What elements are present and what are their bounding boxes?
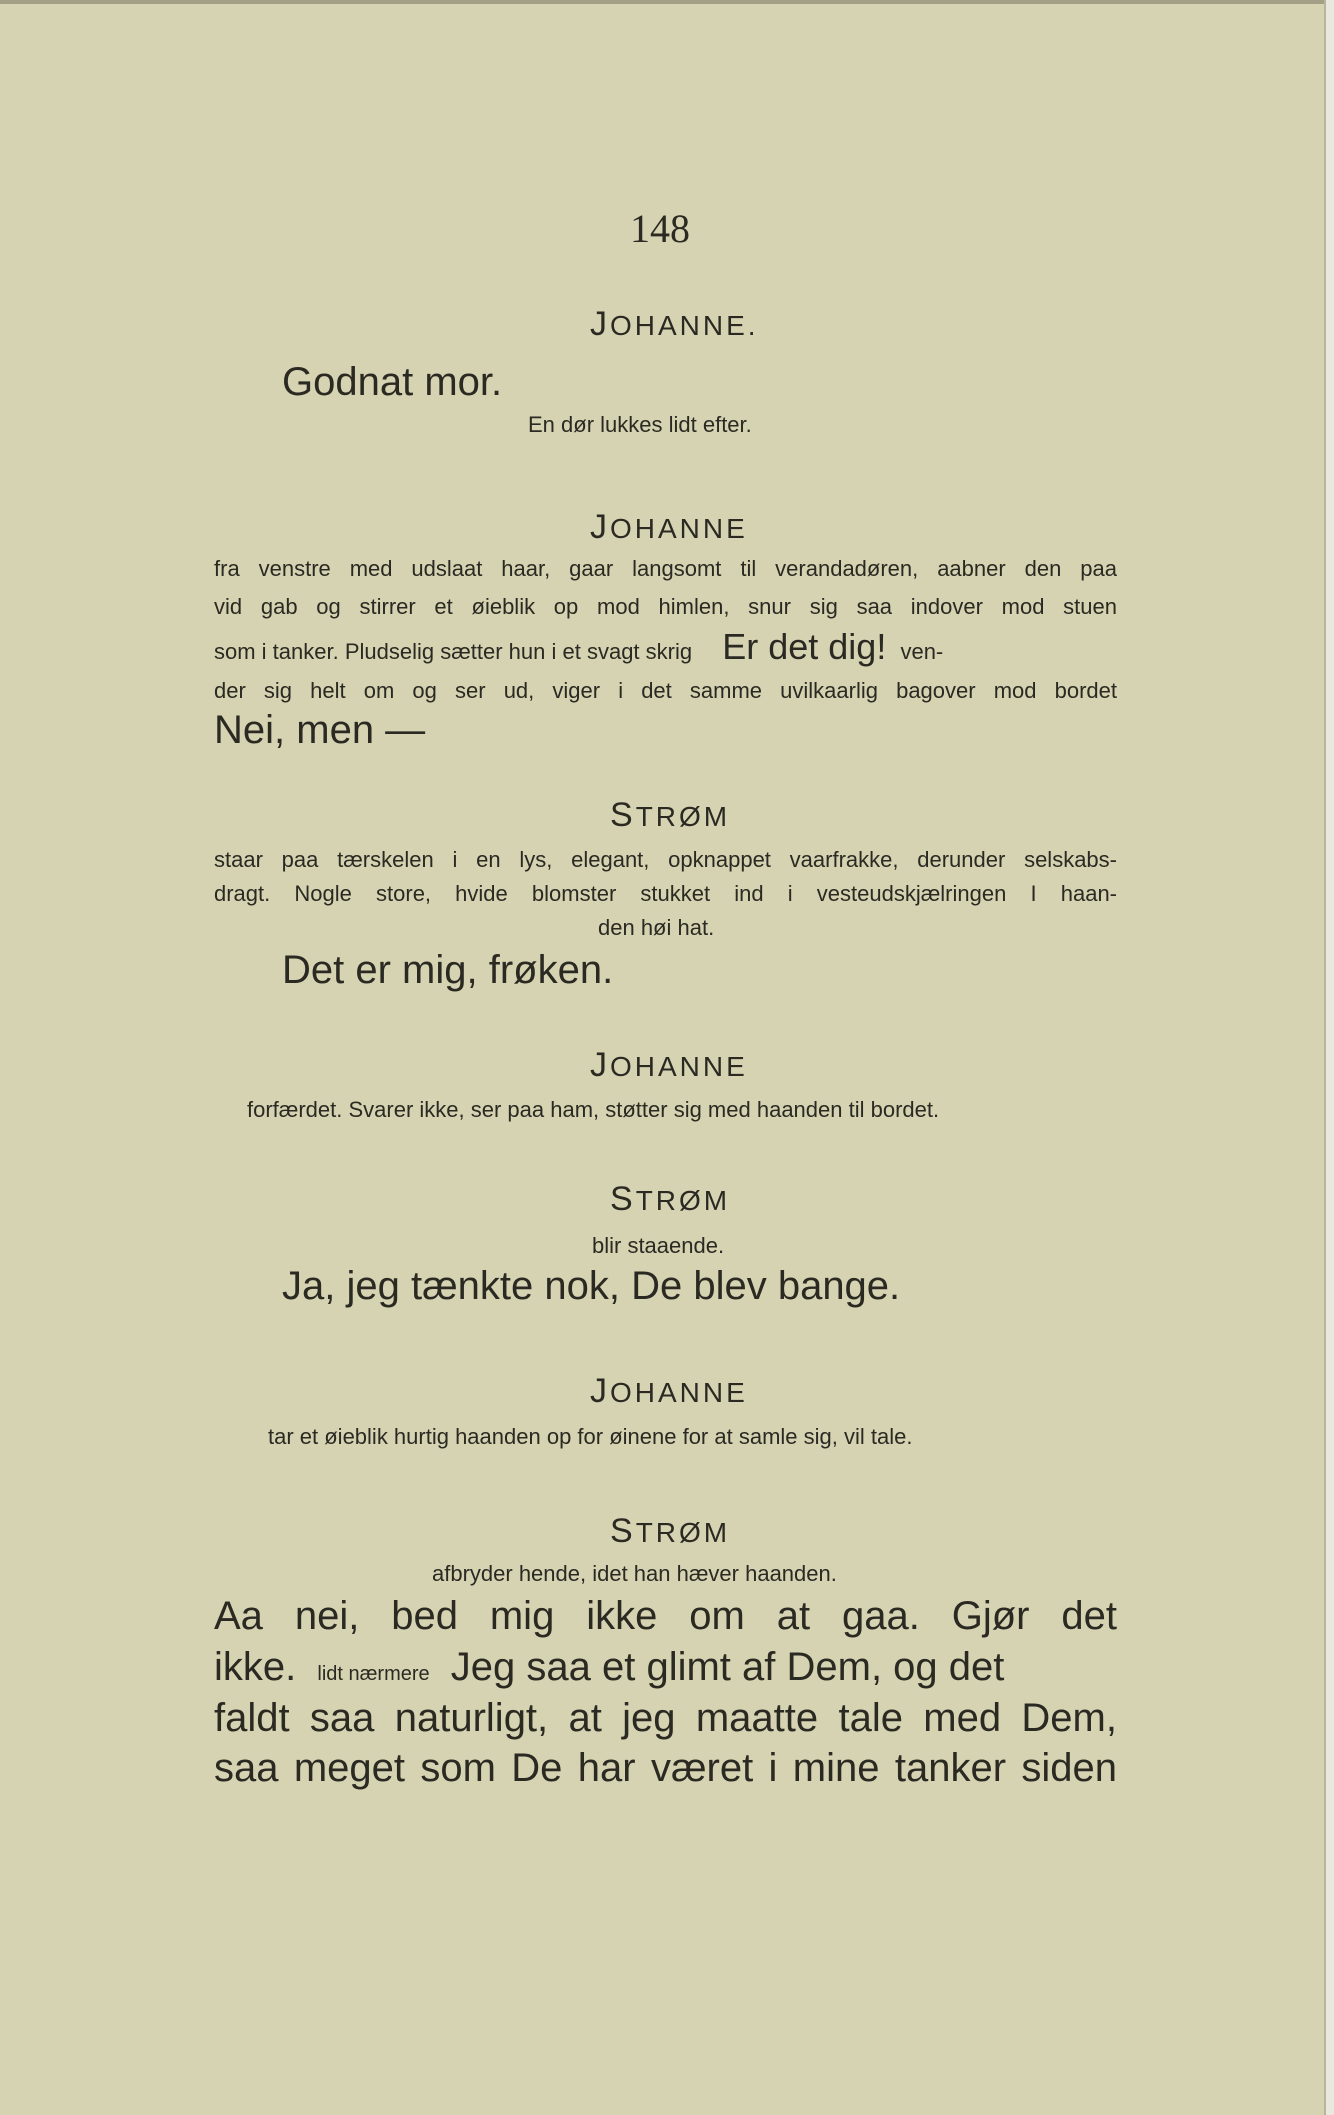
speech-line: faldt saa naturligt, at jeg maatte tale med Dem, xyxy=(214,1696,1117,1740)
speech-line: Nei, men — xyxy=(214,708,426,752)
stage-direction-line: vid gab og stirrer et øieblik op mod himlen, snur sig saa indover mod stuen xyxy=(214,594,1117,619)
speech-line: Det er mig, frøken. xyxy=(282,948,614,992)
speaker-initial: S xyxy=(610,1180,636,1218)
stage-direction-line: dragt. Nogle store, hvide blomster stukket ind i vesteudskjælringen I haan- xyxy=(214,881,1117,906)
speaker-name-johanne xyxy=(590,305,759,344)
speaker-name-johanne xyxy=(590,1046,748,1085)
inline-stage-direction: lidt nærmere xyxy=(317,1663,430,1685)
speaker-name-johanne xyxy=(590,508,748,547)
speech-fragment: Jeg saa et glimt af Dem, og det xyxy=(450,1645,1005,1689)
speaker-rest: OHANNE xyxy=(610,513,748,544)
stage-direction: blir staaende. xyxy=(592,1233,725,1258)
page-number: 148 xyxy=(630,206,690,251)
speaker-initial: J xyxy=(590,305,610,343)
stage-direction-fragment: ven- xyxy=(900,639,944,664)
speaker-rest: OHANNE xyxy=(610,1051,748,1082)
speaker-initial: J xyxy=(590,1372,610,1410)
inline-speech: Er det dig! xyxy=(722,626,887,667)
stage-direction-line: fra venstre med udslaat haar, gaar langsomt til verandadøren, aabner den paa xyxy=(214,556,1117,581)
speaker-rest: OHANNE. xyxy=(610,310,759,341)
stage-direction-line: den høi hat. xyxy=(598,915,715,940)
speaker-rest: TRØM xyxy=(635,1517,731,1548)
page-top-edge xyxy=(0,0,1334,4)
speech-fragment: ikke. xyxy=(214,1645,297,1689)
speech-line: Aa nei, bed mig ikke om at gaa. Gjør det xyxy=(214,1594,1117,1638)
speaker-name-strom xyxy=(610,796,730,835)
stage-direction-line: der sig helt om og ser ud, viger i det samme uvilkaarlig bagover mod bordet xyxy=(214,678,1117,703)
speaker-rest: TRØM xyxy=(635,1185,731,1216)
speaker-name-strom xyxy=(610,1512,730,1551)
speech-line: Ja, jeg tænkte nok, De blev bange. xyxy=(282,1264,901,1308)
speaker-rest: OHANNE xyxy=(610,1377,748,1408)
page-right-edge xyxy=(1324,0,1334,2115)
stage-direction: tar et øieblik hurtig haanden op for øinene for at samle sig, vil tale. xyxy=(268,1424,913,1449)
speaker-initial: S xyxy=(610,1512,636,1550)
speaker-initial: S xyxy=(610,796,636,834)
speech-line: Godnat mor. xyxy=(282,360,503,404)
speaker-initial: J xyxy=(590,1046,610,1084)
speaker-initial: J xyxy=(590,508,610,546)
stage-direction-line: staar paa tærskelen i en lys, elegant, opknappet vaarfrakke, derunder selskabs- xyxy=(214,847,1117,872)
speaker-name-strom xyxy=(610,1180,730,1219)
speech-line: saa meget som De har været i mine tanker siden xyxy=(214,1746,1117,1790)
stage-direction: En dør lukkes lidt efter. xyxy=(528,412,752,437)
stage-direction: forfærdet. Svarer ikke, ser paa ham, støtter sig med haanden til bordet. xyxy=(247,1097,940,1122)
speaker-rest: TRØM xyxy=(635,801,731,832)
stage-direction-line-mixed xyxy=(214,626,1117,669)
stage-direction-fragment: som i tanker. Pludselig sætter hun i et svagt skrig xyxy=(214,639,693,664)
stage-direction: afbryder hende, idet han hæver haanden. xyxy=(432,1561,837,1586)
speaker-name-johanne xyxy=(590,1372,748,1411)
